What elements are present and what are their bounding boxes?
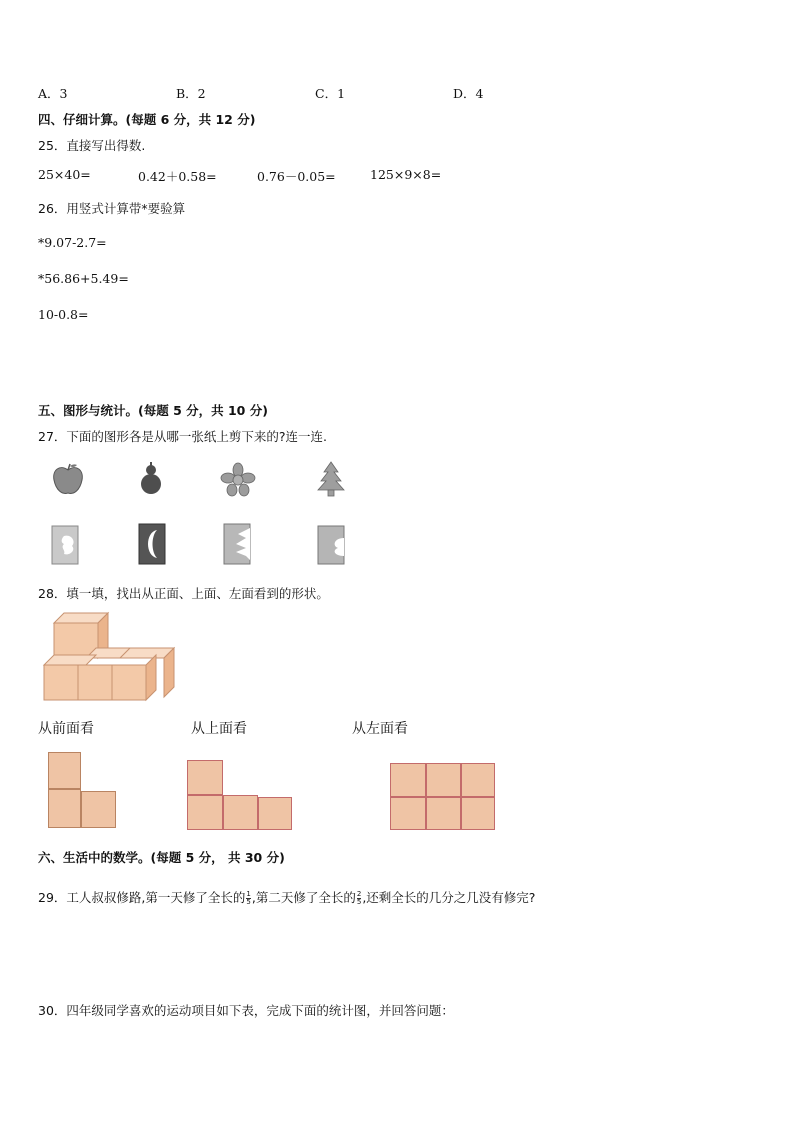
q29-suffix: ,还剩全长的几分之几没有修完? — [362, 890, 536, 905]
tree-cutout-icon — [314, 460, 348, 498]
left-view-tile — [390, 797, 426, 830]
front-view-tile — [81, 791, 116, 828]
view-front-label: 从前面看 — [38, 721, 94, 737]
top-view-tile — [187, 760, 223, 795]
front-view-tile — [48, 752, 81, 789]
q29-middle: ,第二天修了全长的 — [251, 890, 356, 905]
paper-crescent-hole-icon — [137, 522, 167, 566]
q29-fraction-1 — [246, 891, 250, 906]
paper-leaf-hole-icon — [50, 524, 80, 566]
section-4-heading: 四、仔细计算。(每题 6 分，共 12 分) — [38, 112, 256, 127]
q29-frac1-den: 5 — [246, 898, 251, 906]
option-a: A．3 — [38, 86, 68, 101]
question-25-label: 25．直接写出得数. — [38, 138, 146, 153]
left-view-tile — [461, 797, 495, 830]
left-view-tile — [390, 763, 426, 797]
q26-item-2: *56.86+5.49= — [38, 271, 129, 286]
section-5-heading: 五、图形与统计。(每题 5 分，共 10 分) — [38, 403, 268, 418]
q25-item-2: 0.42＋0.58= — [138, 169, 217, 184]
cube-stack-figure — [40, 610, 175, 705]
view-left-label: 从左面看 — [352, 721, 408, 737]
apple-cutout-icon — [50, 462, 86, 498]
q29-frac2-num: 2 — [356, 890, 362, 898]
option-c: C．1 — [315, 86, 346, 101]
top-view-tile — [223, 795, 258, 830]
option-b: B．2 — [176, 86, 206, 101]
view-top-label: 从上面看 — [191, 721, 247, 737]
front-view-tile — [48, 789, 81, 828]
q25-item-4: 125×9×8= — [370, 167, 442, 182]
q26-item-3: 10-0.8= — [38, 307, 89, 322]
top-view-tile — [258, 797, 292, 830]
gourd-cutout-icon — [137, 460, 165, 498]
flower-cutout-icon — [220, 462, 256, 498]
q29-frac1-num: 1 — [246, 890, 251, 898]
paper-round-notch-icon — [316, 524, 346, 566]
q25-item-1: 25×40= — [38, 167, 91, 182]
q29-frac2-den: 5 — [356, 898, 362, 906]
q29-fraction-2 — [357, 891, 361, 906]
question-26-label: 26．用竖式计算带*要验算 — [38, 201, 186, 216]
question-30-label: 30．四年级同学喜欢的运动项目如下表，完成下面的统计图，并回答问题： — [38, 1003, 454, 1018]
question-29 — [38, 888, 535, 906]
section-6-heading: 六、生活中的数学。(每题 5 分， 共 30 分) — [38, 850, 285, 865]
left-view-tile — [461, 763, 495, 797]
q29-prefix: 29．工人叔叔修路,第一天修了全长的 — [38, 890, 246, 905]
q26-item-1: *9.07-2.7= — [38, 235, 107, 250]
q25-item-3: 0.76－0.05= — [257, 169, 336, 184]
left-view-tile — [426, 797, 461, 830]
option-d: D．4 — [453, 86, 484, 101]
top-view-tile — [187, 795, 223, 830]
question-27-label: 27．下面的图形各是从哪一张纸上剪下来的?连一连. — [38, 429, 328, 444]
paper-zigzag-hole-icon — [222, 522, 252, 566]
question-28-label: 28．填一填，找出从正面、上面、左面看到的形状。 — [38, 586, 329, 601]
left-view-tile — [426, 763, 461, 797]
